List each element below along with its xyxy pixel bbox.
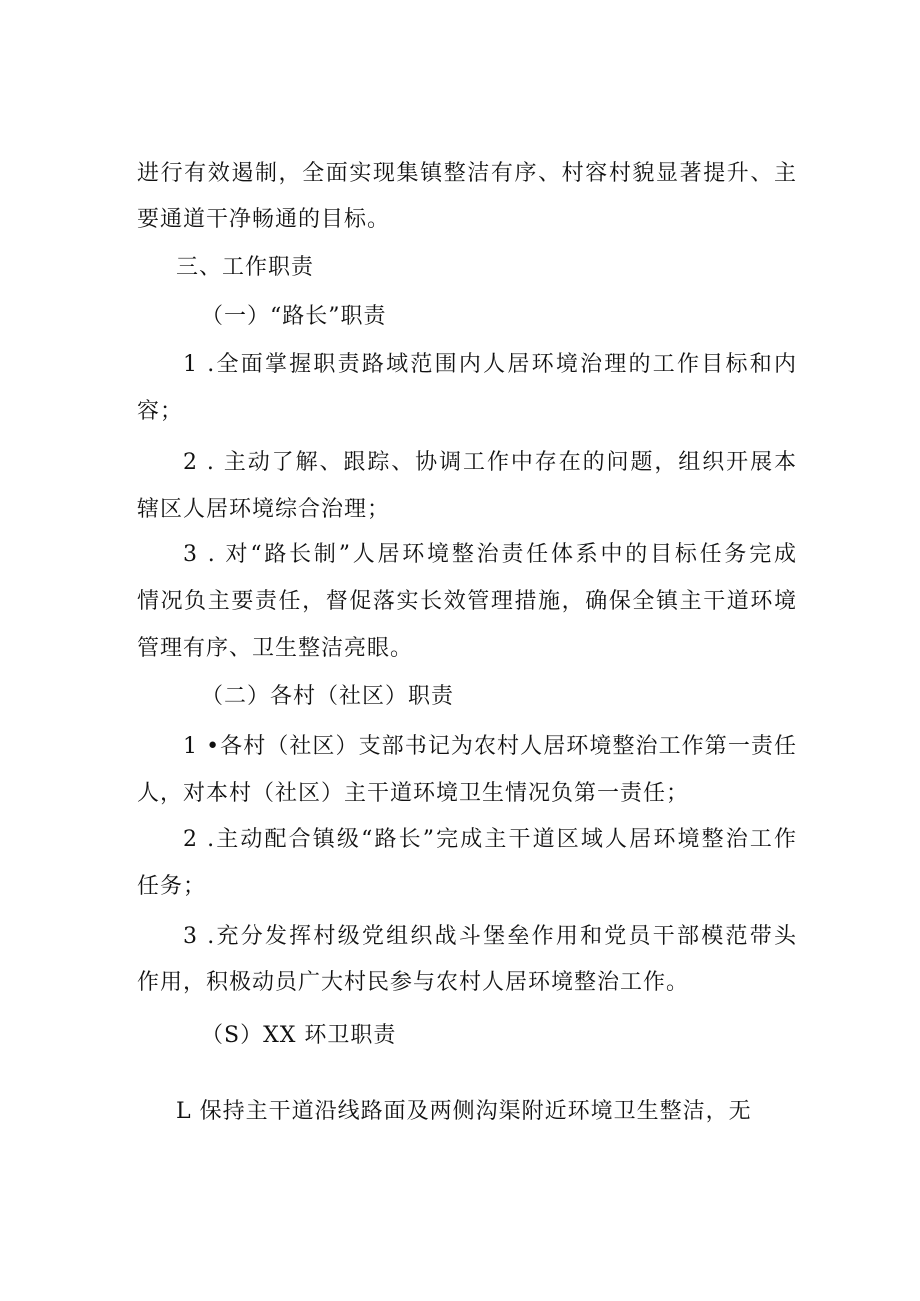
list-item-line: 辖区人居环境综合治理；	[137, 497, 391, 522]
list-item-line: 情况负主要责任，督促落实长效管理措施，确保全镇主干道环境	[137, 589, 797, 614]
list-item-line: 2 . 主动了解、跟踪、协调工作中存在的问题，组织开展本	[183, 450, 797, 475]
subsection-heading: （一）“路长”职责	[201, 304, 387, 329]
list-item-line: 人，对本村（社区）主干道环境卫生情况负第一责任；	[137, 781, 690, 806]
list-item-line: 3 . 对“路长制”人居环境整治责任体系中的目标任务完成	[183, 542, 797, 567]
paragraph-line: 要通道干净畅通的目标。	[137, 207, 391, 232]
list-item-line: 管理有序、卫生整洁亮眼。	[137, 636, 414, 661]
list-item-line: 任务；	[137, 874, 207, 899]
paragraph-line: 进行有效遏制，全面实现集镇整洁有序、村容村貌显著提升、主	[137, 161, 797, 186]
list-item-line: 容；	[137, 399, 184, 424]
list-item-line: 3 .充分发挥村级党组织战斗堡垒作用和党员干部模范带头	[183, 924, 797, 949]
list-item-line: 1 .全面掌握职责路域范围内人居环境治理的工作目标和内	[183, 352, 797, 377]
list-item-line: 2 .主动配合镇级“路长”完成主干道区域人居环境整治工作	[183, 827, 797, 852]
list-item-line: 1 •各村（社区）支部书记为农村人居环境整治工作第一责任	[183, 734, 797, 759]
section-heading: 三、工作职责	[176, 255, 315, 280]
list-item-line: 作用，积极动员广大村民参与农村人居环境整治工作。	[137, 970, 690, 995]
subsection-heading: （S）XX 环卫职责	[201, 1023, 397, 1048]
list-item-line: L 保持主干道沿线路面及两侧沟渠附近环境卫生整洁，无	[176, 1099, 752, 1124]
subsection-heading: （二）各村（社区）职责	[201, 684, 455, 709]
